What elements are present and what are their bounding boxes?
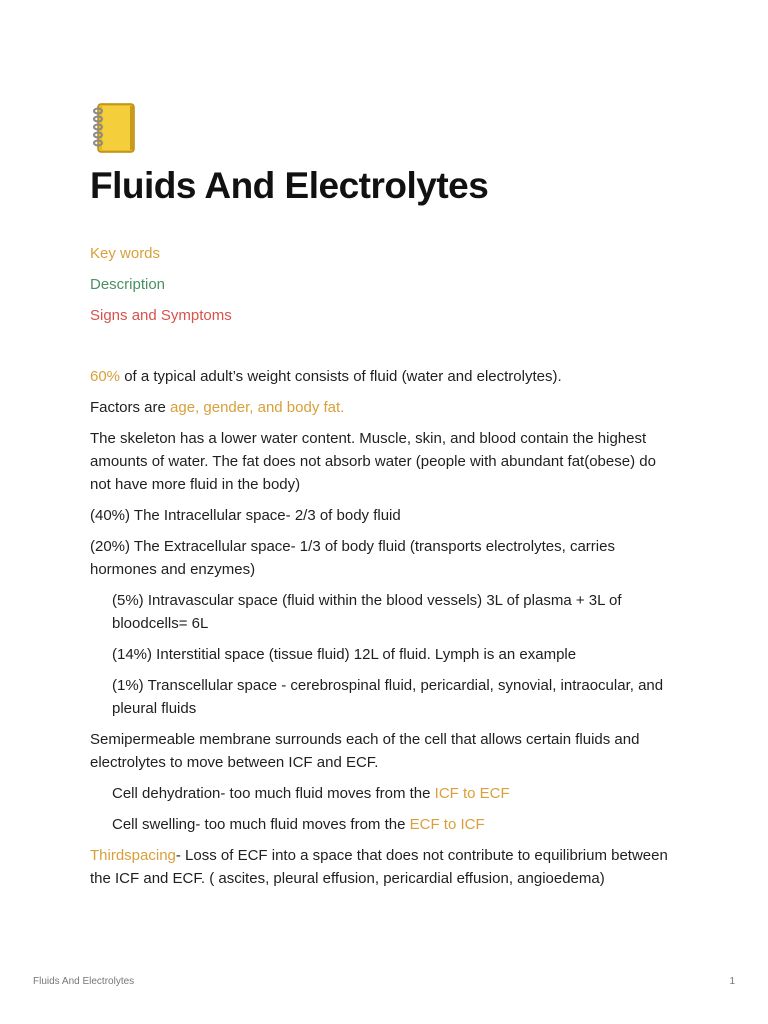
paragraph-text: of a typical adult’s weight consists of fluid (water and electrolytes). xyxy=(120,368,562,385)
keyword: 60% xyxy=(90,368,121,385)
color-legend xyxy=(90,244,680,326)
paragraph-thirdspacing xyxy=(90,844,680,890)
paragraph-text: Cell dehydration- too much fluid moves from the xyxy=(112,785,435,802)
keyword: ECF to ICF xyxy=(409,816,485,833)
notebook-icon xyxy=(90,100,138,156)
keyword: age, gender, and body fat. xyxy=(170,399,345,416)
legend-signs: Signs and Symptoms xyxy=(90,307,232,324)
paragraph-factors xyxy=(90,396,680,419)
paragraph-swelling xyxy=(90,813,680,836)
paragraph-dehydration xyxy=(90,782,680,805)
paragraph-fluid-weight xyxy=(90,365,680,388)
footer-title: Fluids And Electrolytes xyxy=(33,976,135,987)
paragraph-transcellular: (1%) Transcellular space - cerebrospinal fluid, pericardial, synovial, intraocular, and pleural fluids xyxy=(112,677,664,717)
paragraph-intravascular: (5%) Intravascular space (fluid within the blood vessels) 3L of plasma + 3L of bloodcells= 6L xyxy=(112,592,622,632)
keyword: ICF to ECF xyxy=(434,785,510,802)
paragraph-interstitial: (14%) Interstitial space (tissue fluid) 12L of fluid. Lymph is an example xyxy=(112,646,577,663)
document-body xyxy=(90,365,680,890)
keyword: Thirdspacing xyxy=(90,847,176,864)
paragraph-extracellular: (20%) The Extracellular space- 1/3 of body fluid (transports electrolytes, carries hormones and enzymes) xyxy=(90,538,615,578)
paragraph-intracellular: (40%) The Intracellular space- 2/3 of body fluid xyxy=(90,507,401,524)
paragraph-skeleton: The skeleton has a lower water content. Muscle, skin, and blood contain the highest amounts of water. The fat does not absorb water (people with abundant fat(obese) do not have more fluid in the body) xyxy=(90,430,656,493)
paragraph-membrane: Semipermeable membrane surrounds each of the cell that allows certain fluids and electrolytes to move between ICF and ECF. xyxy=(90,731,640,771)
document-page xyxy=(90,100,680,898)
paragraph-text: - Loss of ECF into a space that does not contribute to equilibrium between the ICF and ECF. ( ascites, pleural effusion, pericardial effusion, angioedema) xyxy=(90,847,668,887)
legend-description: Description xyxy=(90,276,166,293)
page-number: 1 xyxy=(729,976,735,987)
legend-keywords: Key words xyxy=(90,245,161,262)
paragraph-text: Factors are xyxy=(90,399,171,416)
paragraph-text: Cell swelling- too much fluid moves from the xyxy=(112,816,410,833)
page-title: Fluids And Electrolytes xyxy=(90,165,489,206)
